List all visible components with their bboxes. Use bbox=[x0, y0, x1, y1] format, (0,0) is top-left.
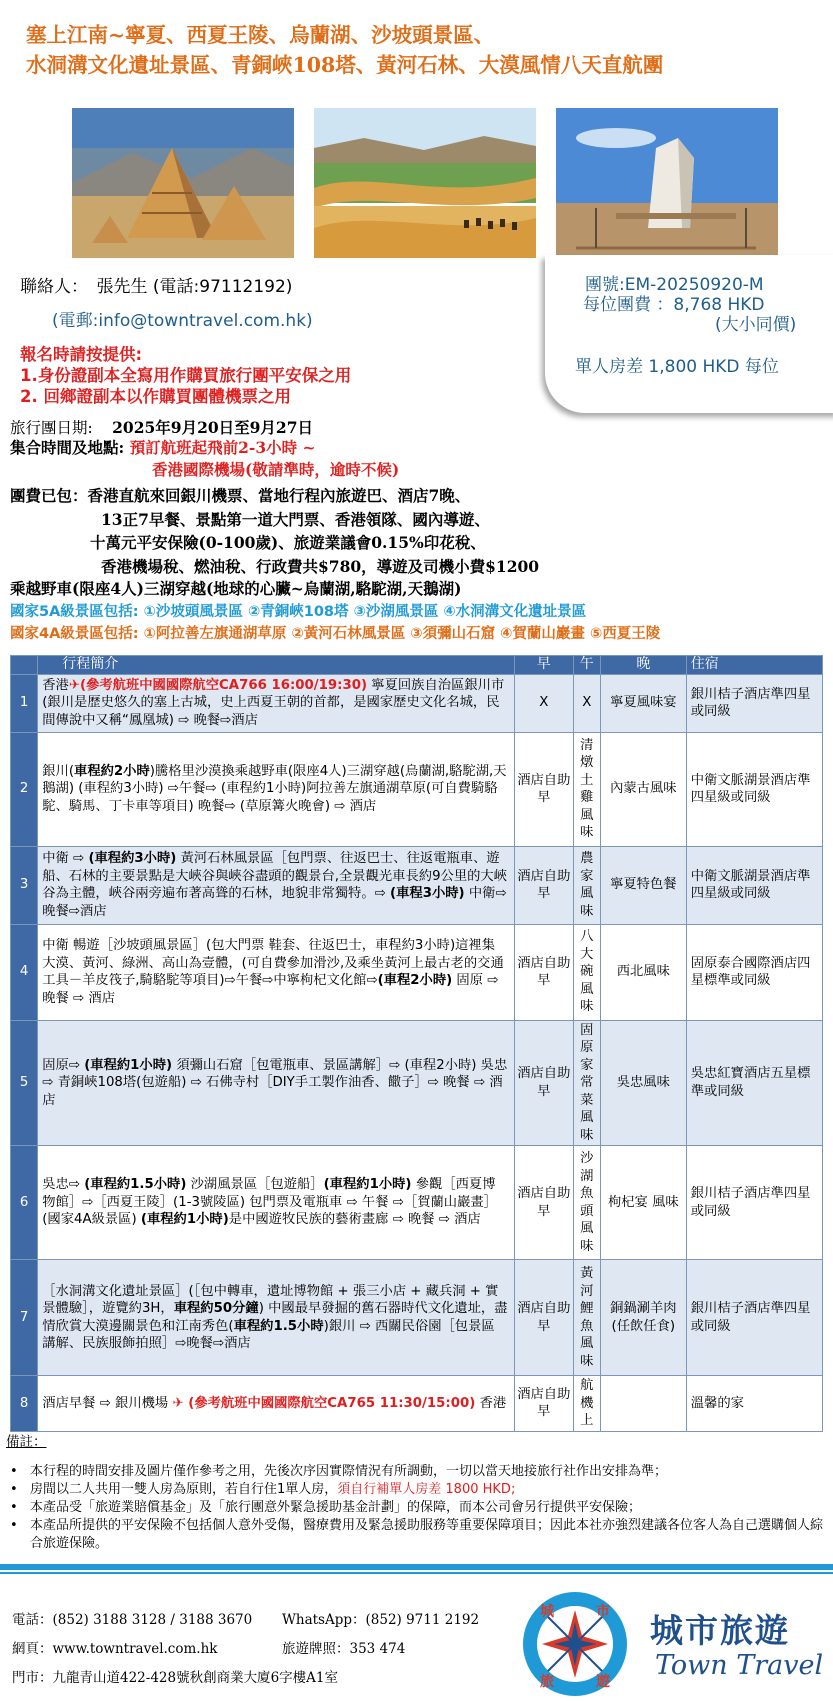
day-number: 3 bbox=[11, 846, 38, 924]
breakfast: 酒店自助早 bbox=[514, 924, 573, 1020]
day-description: 吳忠⇨ (車程約1.5小時) 沙湖風景區［包遊船］(車程約1小時) 參觀［西夏博物館］⇨［西夏王陵］(1-3號陵區) 包門票及電瓶車 ⇨ 午餐 ⇨［賀蘭山巖畫］(國家4A級景區) (車程約1小時)是中國遊牧民族的藝術畫廊 ⇨ 晚餐 ⇨ 酒店 bbox=[38, 1146, 515, 1260]
day-description: 香港✈(參考航班中國國際航空CA766 16:00/19:30) 寧夏回族自治區銀川市(銀川是歷史悠久的塞上古城，史上西夏王朝的首都，是國家歷史文化名城，民間傳說中又稱“鳳凰城) ⇨ 晚餐⇨酒店 bbox=[38, 674, 515, 732]
brand-name-english: Town Travel bbox=[655, 1650, 824, 1681]
note-item: • 房間以二人共用一雙人房為原則，若自行住1單人房，須自行補單人房差 1800 HKD; bbox=[8, 1481, 823, 1499]
table-row bbox=[11, 1376, 823, 1432]
breakfast: 酒店自助早 bbox=[514, 732, 573, 846]
tour-dates bbox=[10, 416, 313, 438]
photo-western-xia-tombs bbox=[72, 108, 294, 258]
day-number: 8 bbox=[11, 1376, 38, 1432]
day-description: 固原⇨ (車程約1小時) 須彌山石窟［包電瓶車、景區講解］⇨ (車程2小時) 吳忠 ⇨ 青銅峽108塔(包遊船) ⇨ 石佛寺村［DIY手工製作油香、饊子］⇨ 晚餐 ⇨ 酒店 bbox=[38, 1020, 515, 1146]
attractions-4a: 國家4A級景區包括: ①阿拉善左旗通湖草原 ②黃河石林風景區 ③須彌山石窟 ④賀蘭山巖畫 ⑤西夏王陵 bbox=[10, 626, 661, 642]
offroad-highlight: 乘越野車(限座4人)三湖穿越(地球的心臟~烏蘭湖,駱駝湖,天鵝湖) bbox=[10, 579, 462, 598]
dinner: 內蒙古風味 bbox=[600, 732, 686, 846]
dinner: 銅鍋涮羊肉(任飲任食) bbox=[600, 1260, 686, 1376]
day-number: 2 bbox=[11, 732, 38, 846]
day-description: 中衛 ⇨ (車程約3小時) 黃河石林風景區［包門票、往返巴士、往返電瓶車、遊船、石林的主要景點是大峽谷與峽谷盡頭的觀景台,全景觀光車長約9公里的大峽谷為主體，峽谷兩旁遍布著高聳的石林，地貌非常獨特。⇨ (車程3小時) 中衛⇨晚餐⇨酒店 bbox=[38, 846, 515, 924]
notice-item-1: 1.身份證副本全寫用作購買旅行團平安保之用 bbox=[20, 366, 352, 385]
meeting-time: 預訂航班起飛前2-3小時 ~ bbox=[129, 438, 316, 457]
footer-contact bbox=[12, 1606, 480, 1693]
hotel: 吳忠紅寶酒店五星標準或同級 bbox=[686, 1020, 822, 1146]
inclusions-line-2: 13正7早餐、景點第一道大門票、香港領隊、國內導遊、 bbox=[101, 509, 490, 529]
tour-code: 團號:EM-20250920-M bbox=[585, 275, 764, 295]
lunch: 黃河鯉魚風味 bbox=[573, 1260, 600, 1376]
footer-phone: 電話：(852) 3188 3128 / 3188 3670 bbox=[12, 1612, 253, 1628]
single-supplement: 單人房差 1,800 HKD 每位 bbox=[575, 357, 779, 377]
attractions-5a: 國家5A級景區包括: ①沙坡頭風景區 ②青銅峽108塔 ③沙湖風景區 ④水洞溝文化遺址景區 bbox=[10, 604, 587, 620]
photo-strip bbox=[72, 108, 778, 258]
footer-divider bbox=[0, 1564, 833, 1570]
meeting-label: 集合時間及地點: bbox=[10, 438, 125, 457]
table-row bbox=[11, 1146, 823, 1260]
logo-char-2: 市 bbox=[596, 1604, 610, 1620]
header-hotel: 住宿 bbox=[686, 656, 822, 675]
day-description: 酒店早餐 ⇨ 銀川機場 ✈ (參考航班中國國際航空CA765 11:30/15:00) 香港 bbox=[38, 1376, 515, 1432]
footer-whatsapp: WhatsApp：(852) 9711 2192 bbox=[282, 1612, 480, 1628]
note-item: • 本產品所提供的平安保險不包括個人意外受傷，醫療費用及緊急援助服務等重要保障項目；因此本社亦強烈建議各位客人為自己選購個人綜合旅遊保險。 bbox=[8, 1517, 823, 1553]
plane-icon: ✈ bbox=[68, 677, 80, 693]
breakfast: 酒店自助早 bbox=[514, 1376, 573, 1432]
logo-char-4: 遊 bbox=[596, 1674, 610, 1690]
inclusions-line-3: 十萬元平安保險(0-100歲)、旅遊業議會0.15%印花稅、 bbox=[90, 533, 486, 552]
hotel: 中衛文脈湖景酒店準四星級或同級 bbox=[686, 846, 822, 924]
header-itinerary: 行程簡介 bbox=[38, 656, 515, 675]
tour-price: 每位團費 ：8,768 HKD bbox=[583, 295, 765, 315]
logo-char-3: 旅 bbox=[540, 1674, 554, 1690]
footer-row-1 bbox=[12, 1606, 480, 1635]
tour-title-line1: 塞上江南~寧夏、西夏王陵、烏蘭湖、沙坡頭景區、 bbox=[26, 23, 495, 47]
table-row bbox=[11, 674, 823, 732]
table-row bbox=[11, 846, 823, 924]
footer-license: 旅遊牌照：353 474 bbox=[282, 1641, 406, 1657]
table-row bbox=[11, 924, 823, 1020]
contact-email[interactable]: (電郵:info@towntravel.com.hk) bbox=[52, 311, 313, 331]
town-travel-logo bbox=[516, 1586, 634, 1701]
lunch: 沙湖魚頭風味 bbox=[573, 1146, 600, 1260]
flight-info: (參考航班中國國際航空CA765 11:30/15:00) bbox=[188, 1395, 476, 1411]
footer-divider-thin bbox=[0, 1572, 833, 1574]
lunch: 固原家常菜風味 bbox=[573, 1020, 600, 1146]
photo-stone-monument bbox=[556, 108, 778, 258]
header-breakfast: 早 bbox=[514, 656, 573, 675]
hotel: 中衛文脈湖景酒店準四星級或同級 bbox=[686, 732, 822, 846]
hotel: 銀川桔子酒店準四星或同級 bbox=[686, 1146, 822, 1260]
lunch: 航機上 bbox=[573, 1376, 600, 1432]
footer-website[interactable]: 網頁：www.towntravel.com.hk bbox=[12, 1641, 218, 1657]
registration-notice bbox=[20, 344, 351, 407]
day-description: 中衛 暢遊［沙坡頭風景區］(包大門票 鞋套、往返巴士，車程約3小時)這裡集大漠、黃河、綠洲、高山為壹體，(可自費參加滑沙,及乘坐黃河上最古老的交通工具－羊皮筏子,騎駱駝等項目)⇨午餐⇨中寧枸杞文化館⇨(車程2小時) 固原 ⇨ 晚餐 ⇨ 酒店 bbox=[38, 924, 515, 1020]
notes-title: 備註： bbox=[6, 1434, 47, 1450]
header-day bbox=[11, 656, 38, 675]
tour-title bbox=[26, 20, 816, 80]
inclusions bbox=[10, 484, 710, 578]
hotel: 固原泰合國際酒店四星標準或同級 bbox=[686, 924, 822, 1020]
dinner: 枸杞宴 風味 bbox=[600, 1146, 686, 1260]
day-number: 1 bbox=[11, 674, 38, 732]
day-number: 6 bbox=[11, 1146, 38, 1260]
breakfast: X bbox=[514, 674, 573, 732]
day-number: 4 bbox=[11, 924, 38, 1020]
price-note: (大小同價) bbox=[715, 315, 797, 335]
lunch: 農家風味 bbox=[573, 846, 600, 924]
dinner bbox=[600, 1376, 686, 1432]
day-number: 5 bbox=[11, 1020, 38, 1146]
table-row bbox=[11, 1020, 823, 1146]
tour-dates-value: 2025年9月20日至9月27日 bbox=[112, 418, 313, 437]
meeting-location: 香港國際機場(敬請準時，逾時不候) bbox=[152, 460, 400, 479]
price-box bbox=[545, 255, 833, 413]
breakfast: 酒店自助早 bbox=[514, 1146, 573, 1260]
footer-address: 門市：九龍青山道422-428號秋創商業大廈6字樓A1室 bbox=[12, 1670, 339, 1686]
header-dinner: 晚 bbox=[600, 656, 686, 675]
day-description: 銀川(車程約2小時)騰格里沙漠換乘越野車(限座4人)三湖穿越(烏蘭湖,駱駝湖,天鵝湖) (車程約3小時) ⇨午餐⇨ (車程約1小時)阿拉善左旗通湖草原(可自費騎駱駝、騎馬、丁卡車等項目) 晚餐⇨ (草原篝火晚會) ⇨ 酒店 bbox=[38, 732, 515, 846]
table-row bbox=[11, 1260, 823, 1376]
dinner: 寧夏風味宴 bbox=[600, 674, 686, 732]
dinner: 吳忠風味 bbox=[600, 1020, 686, 1146]
tour-dates-label: 旅行團日期: bbox=[10, 419, 93, 437]
logo-char-1: 城 bbox=[540, 1604, 554, 1620]
tour-title-line2: 水洞溝文化遺址景區、青銅峽108塔、黃河石林、大漠風情八天直航團 bbox=[26, 53, 664, 77]
breakfast: 酒店自助早 bbox=[514, 846, 573, 924]
itinerary-table bbox=[10, 655, 823, 1432]
brand-name-chinese: 城市旅遊 bbox=[650, 1611, 790, 1650]
inclusions-line-4: 香港機場稅、燃油稅、行政費共$780，導遊及司機小費$1200 bbox=[101, 556, 540, 576]
plane-icon: ✈ bbox=[172, 1395, 189, 1411]
notice-heading: 報名時請按提供: bbox=[20, 345, 143, 364]
day-number: 7 bbox=[11, 1260, 38, 1376]
table-row bbox=[11, 732, 823, 846]
note-single-supplement: 須自行補單人房差 1800 HKD; bbox=[337, 1482, 516, 1497]
lunch: 清燉土雞風味 bbox=[573, 732, 600, 846]
hotel: 溫馨的家 bbox=[686, 1376, 822, 1432]
notice-item-2: 2. 回鄉證副本以作購買團體機票之用 bbox=[20, 387, 291, 406]
hotel: 銀川桔子酒店準四星或同級 bbox=[686, 1260, 822, 1376]
dinner: 西北風味 bbox=[600, 924, 686, 1020]
note-item: • 本行程的時間安排及圖片僅作參考之用，先後次序因實際情況有所調動，一切以當天地接旅行社作出安排為準； bbox=[8, 1463, 823, 1481]
day-description: ［水洞溝文化遺址景區］(［包中轉車，遺址博物館 + 張三小店 + 藏兵洞 + 實景體驗］，遊覽約3H，車程約50分鐘) 中國最早發掘的舊石器時代文化遺址，盡情欣賞大漠邊關景色和江南秀色(車程約1.5小時)銀川 ⇨ 西關民俗園［包景區講解、民族服飾拍照］⇨晚餐⇨酒店 bbox=[38, 1260, 515, 1376]
hotel: 銀川桔子酒店準四星或同級 bbox=[686, 674, 822, 732]
photo-yellow-river-desert bbox=[314, 108, 536, 258]
inclusions-line-1: 團費已包：香港直航來回銀川機票、當地行程內旅遊巴、酒店7晚、 bbox=[10, 486, 471, 505]
lunch: 八大碗風味 bbox=[573, 924, 600, 1020]
lunch: X bbox=[573, 674, 600, 732]
contact-person: 聯絡人： 張先生 (電話:97112192) bbox=[20, 277, 293, 297]
breakfast: 酒店自助早 bbox=[514, 1020, 573, 1146]
table-header-row bbox=[11, 656, 823, 675]
header-lunch: 午 bbox=[573, 656, 600, 675]
flight-info: (參考航班中國國際航空CA766 16:00/19:30) bbox=[79, 677, 368, 693]
note-item: • 本產品受「旅遊業賠償基金」及「旅行團意外緊急援助基金計劃」的保障，而本公司會另行提供平安保險； bbox=[8, 1499, 823, 1517]
breakfast: 酒店自助早 bbox=[514, 1260, 573, 1376]
notes-list bbox=[8, 1463, 823, 1553]
footer-row-2 bbox=[12, 1635, 406, 1664]
meeting-point bbox=[10, 436, 316, 458]
dinner: 寧夏特色餐 bbox=[600, 846, 686, 924]
